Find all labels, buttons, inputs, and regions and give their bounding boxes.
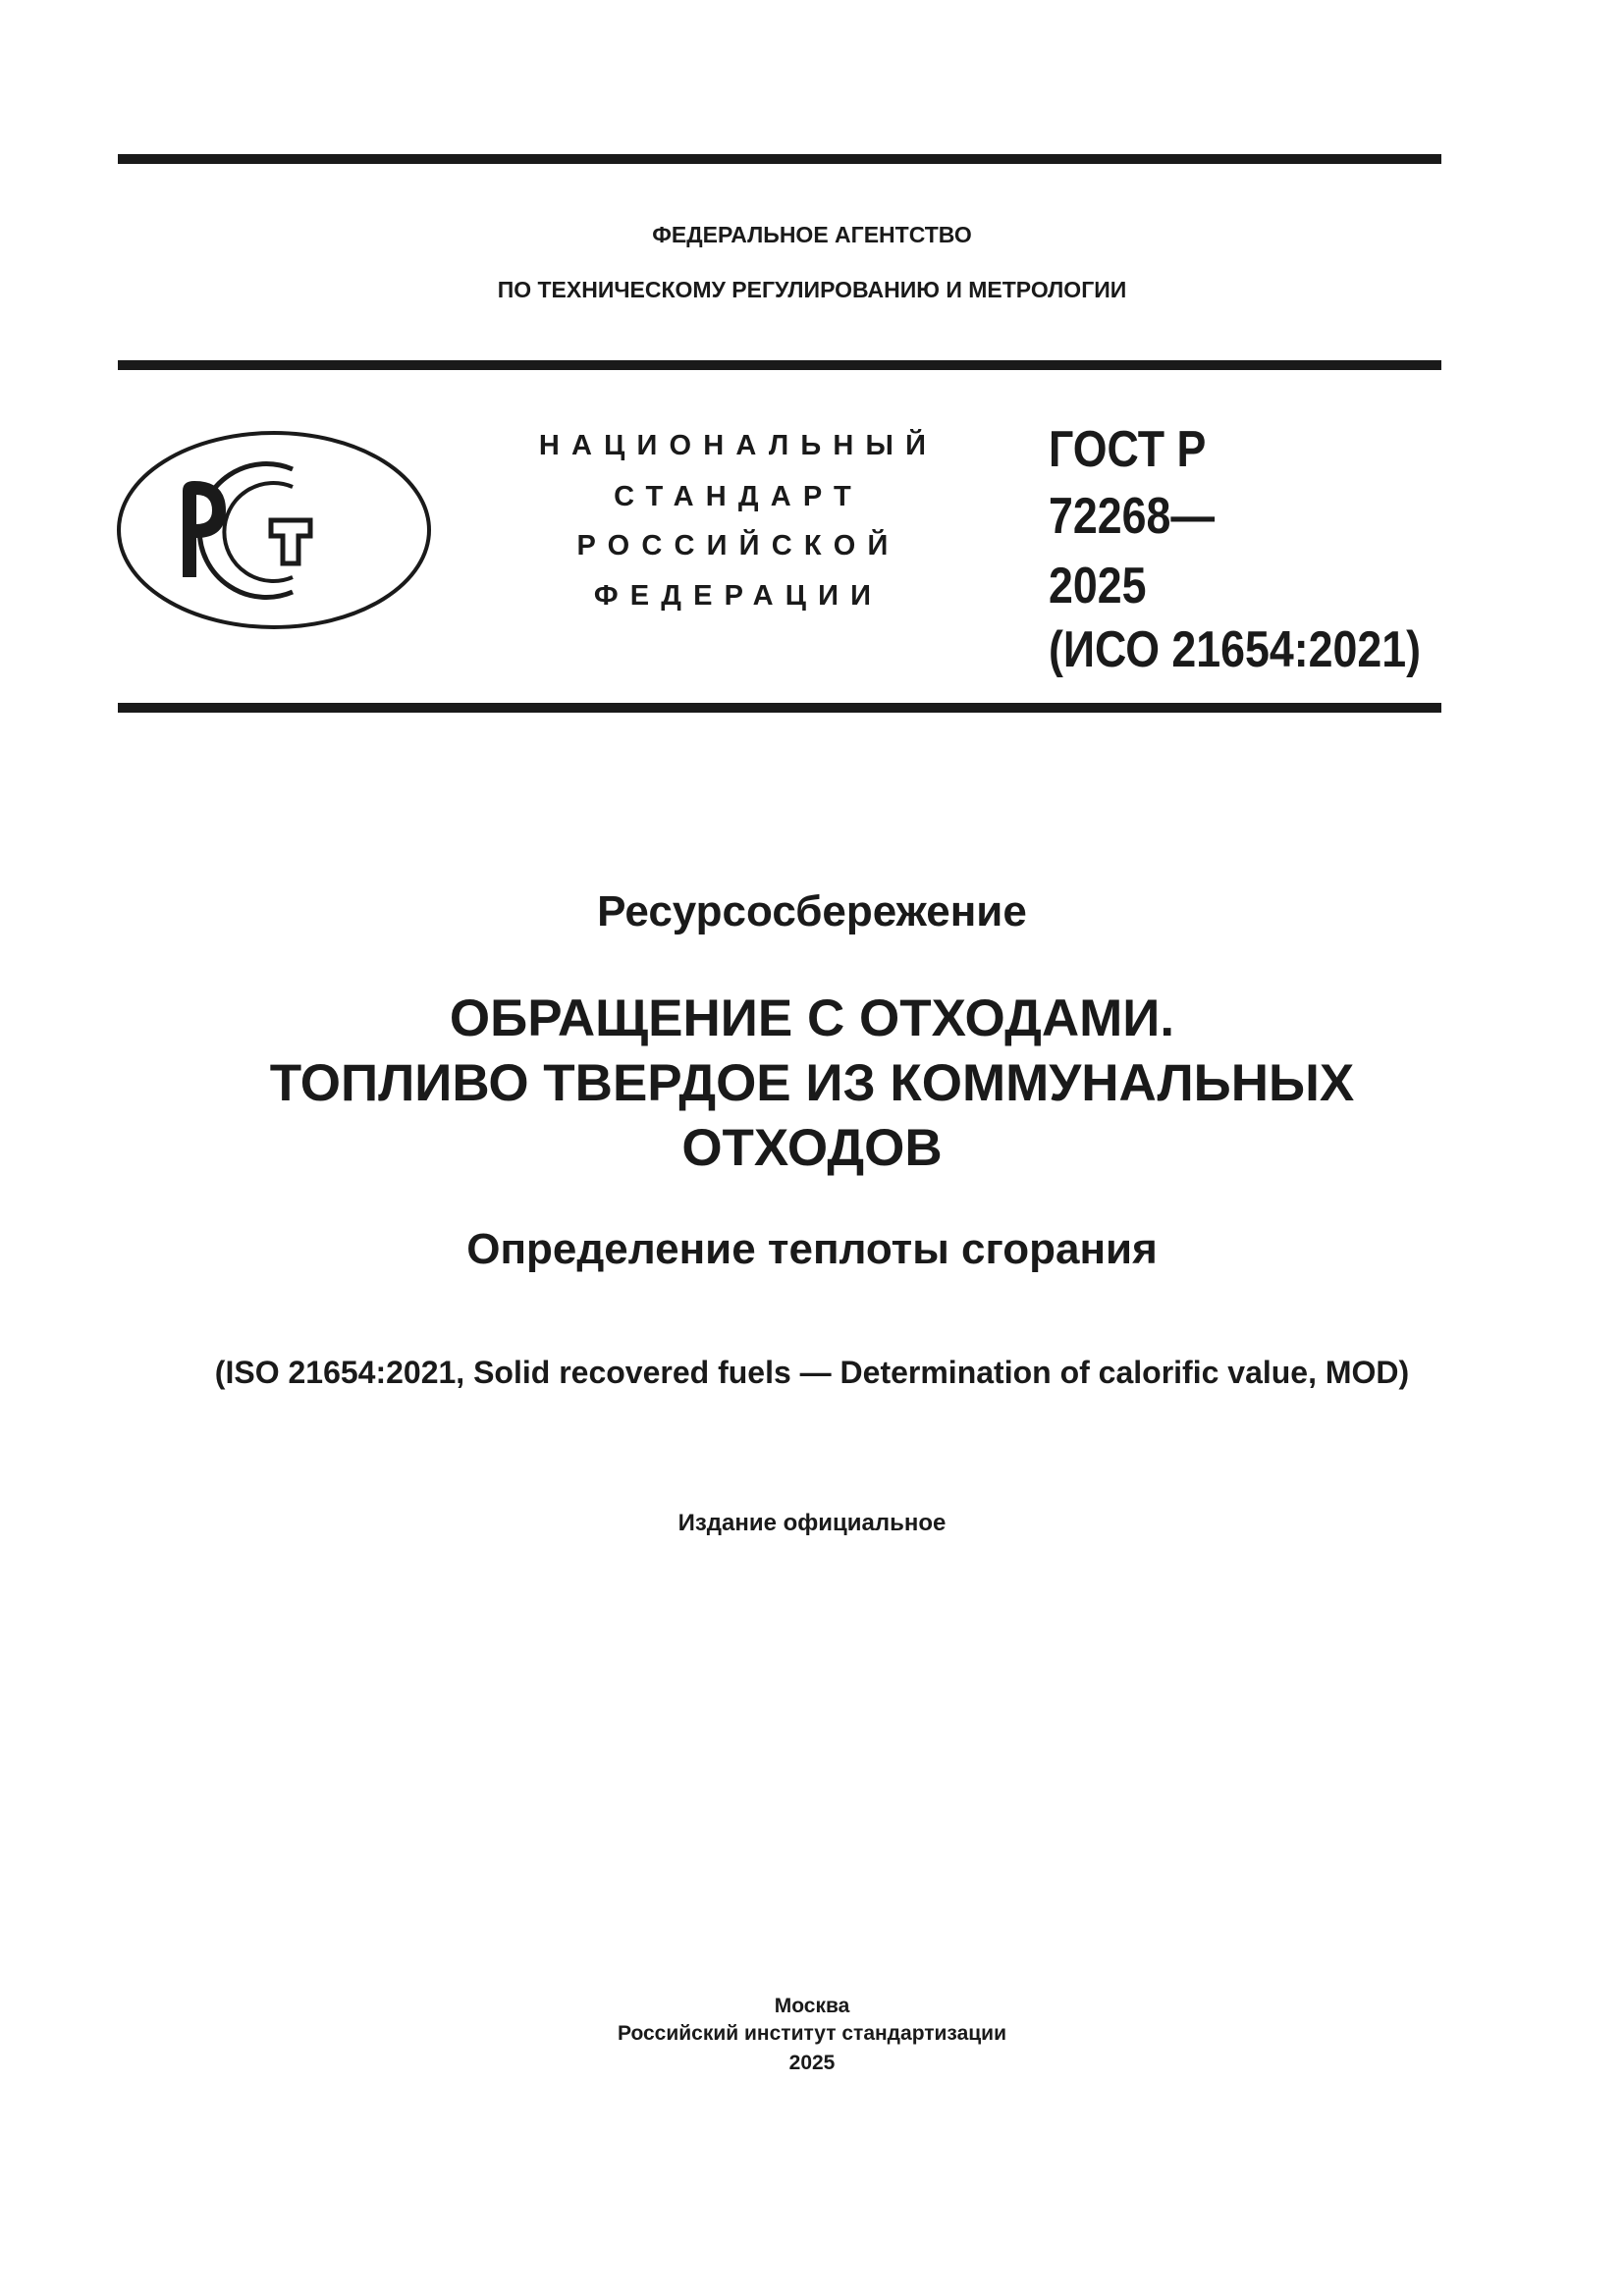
designation-line-2: 72268— bbox=[1049, 488, 1216, 545]
title-sub: Определение теплоты сгорания bbox=[466, 1225, 1158, 1273]
footer-city: Москва bbox=[774, 1995, 850, 2017]
bottom-rule bbox=[118, 703, 1441, 713]
designation-line-1: ГОСТ Р bbox=[1049, 421, 1207, 478]
rst-mark-icon bbox=[116, 430, 432, 630]
agency-line-2: ПО ТЕХНИЧЕСКОМУ РЕГУЛИРОВАНИЮ И МЕТРОЛОГИИ bbox=[497, 277, 1127, 302]
title-main-line-1: ОБРАЩЕНИЕ С ОТХОДАМИ. bbox=[449, 989, 1175, 1047]
edition-label: Издание официальное bbox=[677, 1510, 947, 1536]
agency-line-1: ФЕДЕРАЛЬНОЕ АГЕНТСТВО bbox=[652, 222, 972, 247]
title-group: Ресурсосбережение bbox=[597, 887, 1027, 935]
designation-line-3: 2025 bbox=[1049, 558, 1147, 614]
standard-type-line-3: РОССИЙСКОЙ bbox=[576, 530, 900, 561]
title-main-line-2: ТОПЛИВО ТВЕРДОЕ ИЗ КОММУНАЛЬНЫХ bbox=[269, 1054, 1355, 1112]
footer-year: 2025 bbox=[788, 2052, 836, 2074]
title-main-line-3: ОТХОДОВ bbox=[681, 1119, 943, 1177]
designation-line-4: (ИСО 21654:2021) bbox=[1049, 621, 1422, 678]
standard-type-line-2: СТАНДАРТ bbox=[614, 481, 863, 512]
iso-reference: (ISO 21654:2021, Solid recovered fuels — Determination of calorific value, MOD) bbox=[214, 1355, 1410, 1390]
standard-type-line-1: НАЦИОНАЛЬНЫЙ bbox=[538, 430, 939, 461]
middle-rule bbox=[118, 360, 1441, 370]
top-rule bbox=[118, 154, 1441, 164]
footer-publisher: Российский институт стандартизации bbox=[617, 2022, 1007, 2045]
standard-type-line-4: ФЕДЕРАЦИИ bbox=[593, 580, 884, 612]
